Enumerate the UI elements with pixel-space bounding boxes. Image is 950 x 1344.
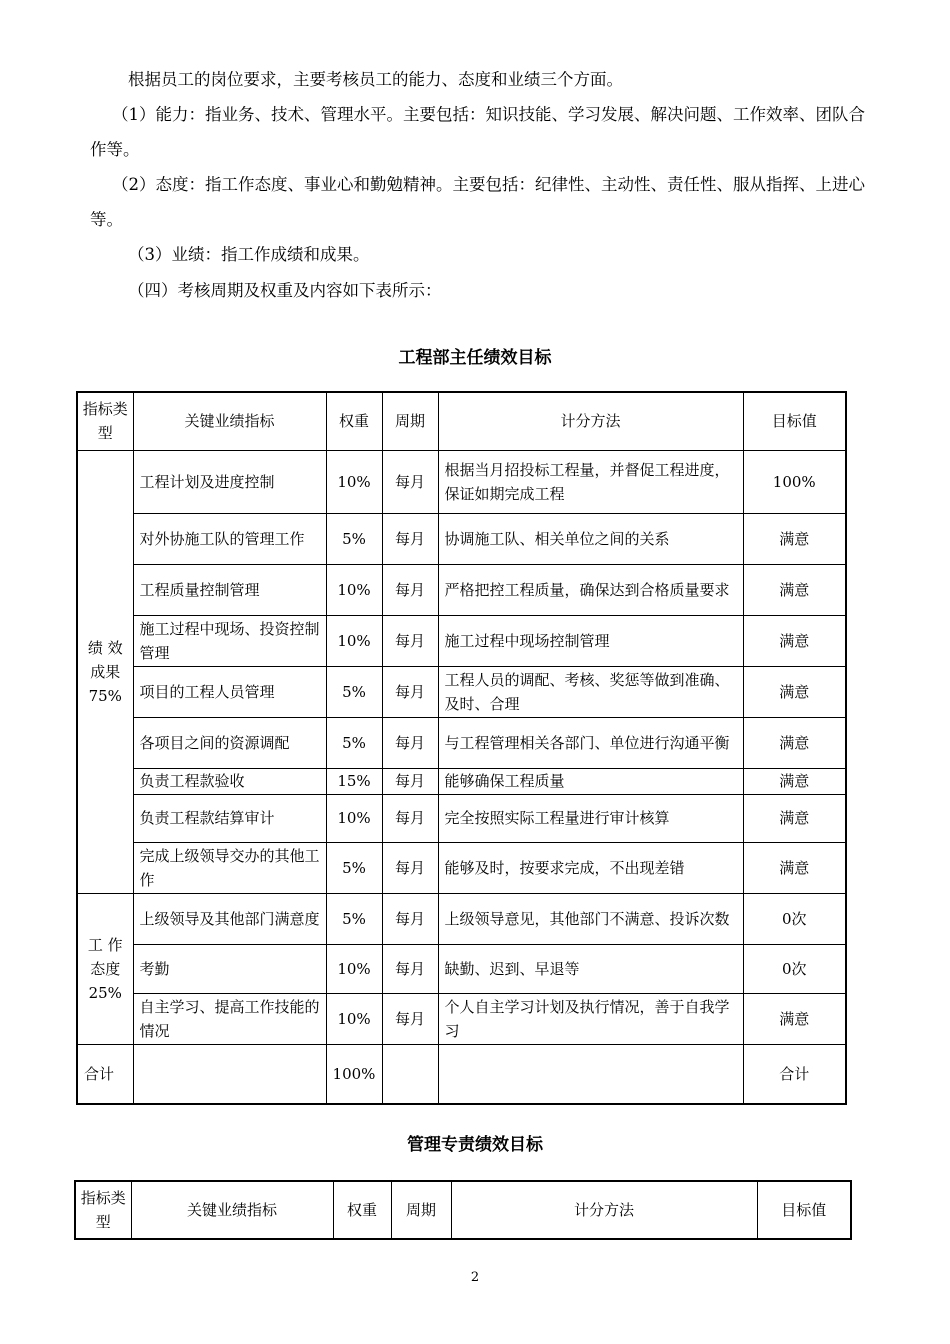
table-row <box>77 450 846 513</box>
table-row <box>77 666 846 717</box>
kpi-cell: 负责工程款验收 <box>133 768 326 794</box>
header-cell: 指标类型 <box>75 1181 131 1239</box>
kpi-cell: 各项目之间的资源调配 <box>133 717 326 768</box>
table-row <box>77 513 846 564</box>
period-cell: 每月 <box>382 615 438 666</box>
method-cell: 施工过程中现场控制管理 <box>438 615 743 666</box>
method-cell: 能够及时，按要求完成，不出现差错 <box>438 842 743 893</box>
method-cell: 个人自主学习计划及执行情况，善于自我学习 <box>438 993 743 1044</box>
kpi-cell: 对外协施工队的管理工作 <box>133 513 326 564</box>
target-cell: 满意 <box>743 993 846 1044</box>
method-cell: 工程人员的调配、考核、奖惩等做到准确、及时、合理 <box>438 666 743 717</box>
method-cell: 完全按照实际工程量进行审计核算 <box>438 794 743 842</box>
total-empty-cell <box>438 1044 743 1104</box>
table-row <box>77 564 846 615</box>
weight-cell: 15% <box>326 768 382 794</box>
table-row <box>77 842 846 893</box>
target-cell: 0次 <box>743 893 846 944</box>
method-cell: 严格把控工程质量，确保达到合格质量要求 <box>438 564 743 615</box>
kpi-cell: 考勤 <box>133 944 326 993</box>
period-cell: 每月 <box>382 450 438 513</box>
weight-cell: 10% <box>326 564 382 615</box>
weight-cell: 10% <box>326 993 382 1044</box>
header-cell: 目标值 <box>757 1181 851 1239</box>
kpi-cell: 完成上级领导交办的其他工作 <box>133 842 326 893</box>
paragraph-ability: （1）能力：指业务、技术、管理水平。主要包括：知识技能、学习发展、解决问题、工作效率、团队合作等。 <box>90 105 865 159</box>
period-cell: 每月 <box>382 768 438 794</box>
total-empty-cell <box>133 1044 326 1104</box>
period-cell: 每月 <box>382 944 438 993</box>
kpi-cell: 项目的工程人员管理 <box>133 666 326 717</box>
weight-cell: 10% <box>326 615 382 666</box>
table-row <box>77 717 846 768</box>
header-cell: 计分方法 <box>451 1181 757 1239</box>
table-header-row <box>75 1181 851 1239</box>
target-cell: 满意 <box>743 768 846 794</box>
table-management-specialist <box>74 1180 852 1240</box>
paragraph-performance: （3）业绩：指工作成绩和成果。 <box>128 245 370 264</box>
table-row <box>77 794 846 842</box>
table-engineering-director <box>76 391 847 1105</box>
header-cell: 指标类型 <box>77 392 133 450</box>
kpi-cell: 自主学习、提高工作技能的情况 <box>133 993 326 1044</box>
table-header-row <box>77 392 846 450</box>
kpi-cell: 上级领导及其他部门满意度 <box>133 893 326 944</box>
kpi-cell: 施工过程中现场、投资控制管理 <box>133 615 326 666</box>
target-cell: 0次 <box>743 944 846 993</box>
header-cell: 权重 <box>333 1181 391 1239</box>
weight-cell: 5% <box>326 513 382 564</box>
table-row <box>77 993 846 1044</box>
weight-cell: 10% <box>326 450 382 513</box>
paragraph-cycle: （四）考核周期及权重及内容如下表所示： <box>128 281 442 300</box>
total-label: 合计 <box>77 1044 133 1104</box>
method-cell: 根据当月招投标工程量，并督促工程进度，保证如期完成工程 <box>438 450 743 513</box>
table-row <box>77 893 846 944</box>
total-target: 合计 <box>743 1044 846 1104</box>
table1-title: 工程部主任绩效目标 <box>398 348 552 368</box>
period-cell: 每月 <box>382 893 438 944</box>
total-empty-cell <box>382 1044 438 1104</box>
weight-cell: 5% <box>326 717 382 768</box>
weight-cell: 5% <box>326 842 382 893</box>
method-cell: 上级领导意见，其他部门不满意、投诉次数 <box>438 893 743 944</box>
kpi-cell: 负责工程款结算审计 <box>133 794 326 842</box>
target-cell: 满意 <box>743 615 846 666</box>
target-cell: 满意 <box>743 666 846 717</box>
period-cell: 每月 <box>382 842 438 893</box>
target-cell: 满意 <box>743 842 846 893</box>
period-cell: 每月 <box>382 717 438 768</box>
header-cell: 目标值 <box>743 392 846 450</box>
table2-title: 管理专责绩效目标 <box>407 1135 543 1155</box>
method-cell: 协调施工队、相关单位之间的关系 <box>438 513 743 564</box>
header-cell: 关键业绩指标 <box>131 1181 333 1239</box>
paragraph-intro: 根据员工的岗位要求，主要考核员工的能力、态度和业绩三个方面。 <box>128 70 623 89</box>
period-cell: 每月 <box>382 794 438 842</box>
page-number: 2 <box>470 1270 480 1285</box>
table-total-row <box>77 1044 846 1104</box>
method-cell: 缺勤、迟到、早退等 <box>438 944 743 993</box>
table-row <box>77 944 846 993</box>
header-cell: 关键业绩指标 <box>133 392 326 450</box>
weight-cell: 5% <box>326 893 382 944</box>
header-cell: 周期 <box>382 392 438 450</box>
method-cell: 能够确保工程质量 <box>438 768 743 794</box>
header-cell: 计分方法 <box>438 392 743 450</box>
period-cell: 每月 <box>382 993 438 1044</box>
total-weight: 100% <box>326 1044 382 1104</box>
kpi-cell: 工程计划及进度控制 <box>133 450 326 513</box>
target-cell: 满意 <box>743 564 846 615</box>
method-cell: 与工程管理相关各部门、单位进行沟通平衡 <box>438 717 743 768</box>
header-cell: 权重 <box>326 392 382 450</box>
kpi-cell: 工程质量控制管理 <box>133 564 326 615</box>
period-cell: 每月 <box>382 666 438 717</box>
period-cell: 每月 <box>382 564 438 615</box>
paragraph-attitude: （2）态度：指工作态度、事业心和勤勉精神。主要包括：纪律性、主动性、责任性、服从指挥、上进心等。 <box>90 175 865 229</box>
target-cell: 满意 <box>743 794 846 842</box>
weight-cell: 10% <box>326 944 382 993</box>
target-cell: 100% <box>743 450 846 513</box>
weight-cell: 5% <box>326 666 382 717</box>
target-cell: 满意 <box>743 513 846 564</box>
table-row <box>77 615 846 666</box>
header-cell: 周期 <box>391 1181 451 1239</box>
category-attitude: 工 作 态度 25% <box>77 893 133 1044</box>
period-cell: 每月 <box>382 513 438 564</box>
weight-cell: 10% <box>326 794 382 842</box>
category-performance: 绩 效 成果 75% <box>77 450 133 893</box>
table-row <box>77 768 846 794</box>
target-cell: 满意 <box>743 717 846 768</box>
